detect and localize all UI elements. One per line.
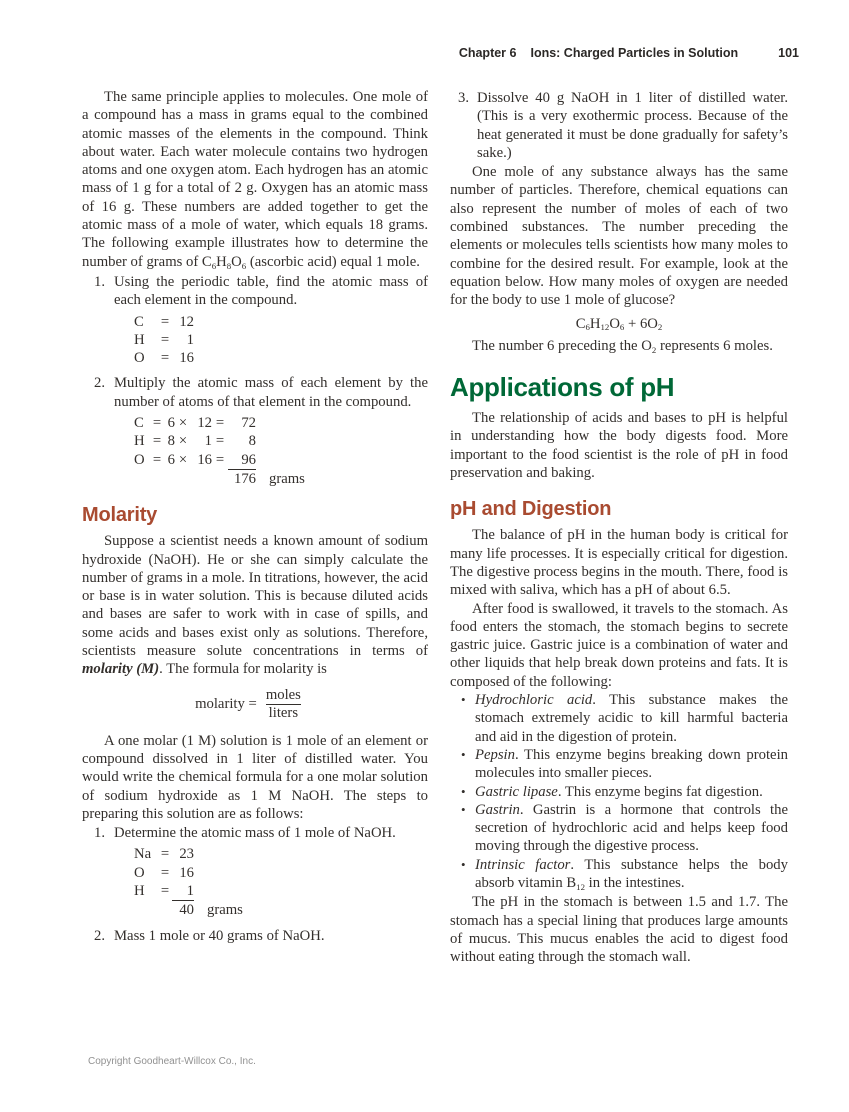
multiplication-sign: × [178, 433, 188, 450]
bullet-icon: • [461, 856, 466, 872]
numbered-item-3 [450, 89, 788, 162]
naoh-mass-table [134, 845, 243, 919]
element-symbol: H [134, 331, 145, 348]
product-value-underlined: 96 [228, 451, 256, 470]
right-column [450, 88, 788, 966]
paragraph-ph-relationship: The relationship of acids and bases to pH is helpful in understanding how the body digests food. More important to the food scientist is the role of pH in food preservation and baking. [450, 410, 788, 482]
fraction [266, 687, 301, 722]
item-number: 1. [94, 273, 106, 290]
copyright-notice: Copyright Goodheart-Willcox Co., Inc. [88, 1056, 256, 1067]
numbered-item-1 [82, 273, 428, 310]
element-symbol: H [134, 433, 145, 450]
item-text: Using the periodic table, find the atomic mass of each element in the compound. [114, 273, 428, 309]
atom-count: 6 [167, 451, 175, 468]
item-number: 3. [458, 90, 470, 106]
bullet-item-pepsin [450, 746, 788, 783]
item-text: Mass 1 mole or 40 grams of NaOH. [114, 927, 325, 944]
atomic-mass-underlined: 1 [172, 882, 194, 901]
equals-sign: = [160, 331, 170, 348]
paragraph-gastric-juice: After food is swallowed, it travels to the stomach. As food enters the stomach, the stomach begins to secrete gastric juice. Gastric juice is a combination of water and other liquids that help break down proteins and fats. It is composed of the following: [450, 600, 788, 690]
item-number: 2. [94, 927, 106, 944]
paragraph-one-molar: A one molar (1 M) solution is 1 mole of an element or compound dissolved in 1 liter of distilled water. You would write the chemical formula for a one molar solution of sodium hydroxide as 1 M NaOH. The steps to preparing this solution are as follows: [82, 732, 428, 822]
total-grams-value: 40 [179, 902, 194, 919]
total-grams-unit: grams [269, 470, 305, 487]
ph-and-digestion-heading: pH and Digestion [450, 498, 612, 521]
element-symbol: C [134, 415, 144, 432]
left-column [82, 88, 428, 946]
atomic-mass-table [134, 313, 202, 368]
equals-sign: = [160, 313, 170, 330]
atomic-mass: 23 [179, 846, 194, 863]
page-number: 101 [778, 46, 799, 60]
multiplication-sign: × [178, 415, 188, 432]
equals-sign: = [160, 882, 170, 899]
bullet-text: Hydrochloric acid. This substance makes the stomach extremely acidic to kill harmful bacteria and aid in the digestion of protein. [475, 692, 788, 745]
atomic-mass: 12 [179, 313, 194, 330]
numbered-item-naoh-2 [82, 927, 428, 945]
paragraph-molarity-intro: Suppose a scientist needs a known amount of sodium hydroxide (NaOH). He or she can simply calculate the number of grams in a mole. In titrations, however, the acid or base is in water solution. This is because diluted acids and bases are safer to work with in case of spills, and some acids and bases exist only as solutions. Therefore, scientists measure solute concentrations in terms of molarity (M). The formula for molarity is [82, 533, 428, 678]
chapter-label: Chapter 6 [458, 46, 517, 60]
paragraph-one-mole: One mole of any substance always has the same number of particles. Therefore, chemical equations can also represent the number of moles of each of two combined substances. The number preceding the elements or molecules tells scientists how many moles to combine for the desired result. For example, look at the equation below. How many moles of oxygen are needed for the body to use 1 mole of glucose? [450, 164, 788, 309]
paragraph-moles-molecules: The same principle applies to molecules. One mole of a compound has a mass in grams equal to the combined atomic masses of the elements in the compound. Think about water. Each water molecule contains two hydrogen atoms and one oxygen atom. Each hydrogen has an atomic mass of 1 g for a total of 2 g. Oxygen has an atomic mass of 16 g. These numbers are added together to get the atomic mass of a mole of water, which equals 18 grams. The following example illustrates how to determine the number of grams of C6H8O6 (ascorbic acid) equal 1 mole. [82, 89, 428, 271]
paragraph-ph-balance: The balance of pH in the human body is critical for many life processes. It is especially critical for digestion. The digestive process begins in the mouth. There, food is mixed with saliva, which has a pH of about 6.5. [450, 527, 788, 599]
atomic-mass: 1 [204, 433, 212, 450]
equals-sign: = [215, 415, 225, 432]
numbered-item-naoh-1 [82, 824, 428, 842]
item-number: 2. [94, 375, 106, 392]
equals-sign: = [215, 451, 225, 468]
bullet-item-gastrin [450, 801, 788, 856]
element-symbol: O [134, 350, 145, 367]
paragraph-stomach-ph: The pH in the stomach is between 1.5 and 1.7. The stomach has a special lining that produces large amounts of mucus. This mucus enables the acid to digest food without eating through the stomach wall. [450, 894, 788, 966]
bullet-item-hydrochloric-acid [450, 691, 788, 746]
chapter-title: Ions: Charged Particles in Solution [530, 46, 739, 60]
product-value: 8 [248, 433, 256, 450]
total-grams-value: 176 [233, 470, 256, 487]
equals-sign: = [160, 864, 170, 881]
formula-lhs: molarity = [195, 695, 257, 712]
equals-sign: = [215, 433, 225, 450]
element-symbol: Na [134, 846, 152, 863]
atomic-mass: 1 [186, 331, 194, 348]
molarity-formula [82, 687, 414, 722]
glucose-equation: C6H12O6 + 6O2 [575, 315, 663, 333]
element-symbol: C [134, 313, 144, 330]
bullet-text: Gastric lipase. This enzyme begins fat digestion. [475, 783, 763, 800]
atomic-mass: 16 [179, 350, 194, 367]
bullet-icon: • [461, 801, 466, 817]
bullet-icon: • [461, 746, 466, 762]
atomic-mass: 16 [197, 451, 212, 468]
element-symbol: O [134, 864, 145, 881]
equals-sign: = [160, 846, 170, 863]
bullet-icon: • [461, 783, 466, 799]
atomic-mass: 12 [197, 415, 212, 432]
item-text: Multiply the atomic mass of each element by the number of atoms of that element in the compound. [114, 375, 428, 410]
equals-sign: = [152, 451, 162, 468]
bullet-text: Pepsin. This enzyme begins breaking down protein molecules into smaller pieces. [475, 746, 788, 782]
bullet-text: Gastrin. Gastrin is a hormone that controls the secretion of hydrochloric acid and helps keep food moving through the digestive process. [475, 801, 788, 855]
equals-sign: = [160, 350, 170, 367]
paragraph-six-moles: The number 6 preceding the O2 represents 6 moles. [472, 337, 773, 355]
equals-sign: = [152, 415, 162, 432]
item-number: 1. [94, 825, 106, 842]
bullet-text: Intrinsic factor. This substance helps the body absorb vitamin B12 in the intestines. [475, 856, 788, 892]
atomic-mass: 16 [179, 864, 194, 881]
running-head [459, 46, 799, 60]
atom-count: 6 [167, 415, 175, 432]
product-value: 72 [241, 415, 256, 432]
molarity-heading: Molarity [82, 504, 158, 527]
element-symbol: O [134, 451, 145, 468]
atom-count: 8 [167, 433, 175, 450]
total-grams-unit: grams [207, 902, 243, 919]
mass-multiplication-table [134, 414, 305, 488]
element-symbol: H [134, 882, 145, 899]
item-text: Determine the atomic mass of 1 mole of NaOH. [114, 825, 396, 842]
bullet-item-intrinsic-factor [450, 856, 788, 894]
bullet-icon: • [461, 692, 466, 708]
bullet-item-gastric-lipase [450, 783, 788, 801]
fraction-numerator: moles [265, 686, 301, 703]
equals-sign: = [152, 433, 162, 450]
item-text: Dissolve 40 g NaOH in 1 liter of distilled water. (This is a very exothermic process. Because of the heat generated it must be done gradually for safety’s sake.) [477, 90, 788, 161]
applications-of-ph-heading: Applications of pH [450, 372, 675, 403]
multiplication-sign: × [178, 451, 188, 468]
numbered-item-2 [82, 374, 428, 411]
fraction-denominator: liters [266, 704, 301, 722]
